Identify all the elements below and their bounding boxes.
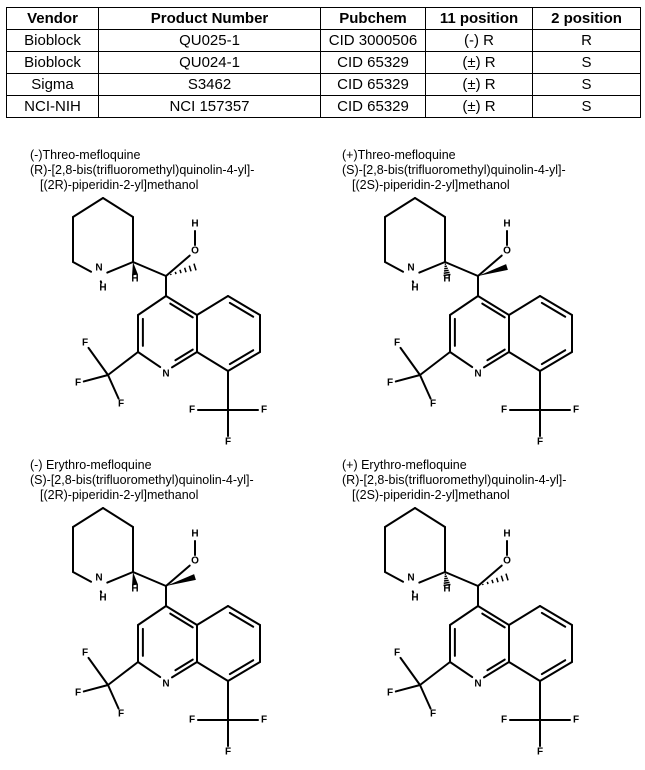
atom-label-n: N [407,572,415,584]
header-11-position: 11 position [426,8,533,30]
atom-label-f: F [393,647,401,659]
bond [197,662,228,681]
bond [138,662,160,677]
hash-bond [444,578,447,579]
atom-label-f: F [188,404,196,416]
hash-bond [444,270,449,271]
atom-label-n: N [162,368,170,380]
atom-label-o: O [503,555,511,567]
atom-label-f: F [500,404,508,416]
c-o-bond [166,256,190,276]
bond [197,606,228,625]
structure-erythro-plus [312,310,642,770]
atom-label-f: F [572,714,580,726]
bond [385,572,403,582]
c-f-bond [401,658,420,685]
atom-label-f: F [81,337,89,349]
cell-vendor: Bioblock [7,52,99,74]
atom-label-n: N [407,262,415,274]
wedge-bond [478,264,508,276]
atom-label-h: H [443,273,451,285]
hash-bond [497,578,498,582]
atom-label-h: H [503,528,511,540]
atom-label-f: F [386,377,394,389]
bond [415,508,445,527]
hash-bond [175,272,176,274]
bond [419,262,445,273]
cell-pubchem: CID 3000506 [321,30,426,52]
header-pubchem: Pubchem [321,8,426,30]
atom-label-o: O [191,245,199,257]
cell-product-number: QU025-1 [99,30,321,52]
atom-label-f: F [224,746,232,758]
atom-label-h: H [411,282,419,294]
iupac-line: (R)-[2,8-bis(trifluoromethyl)quinolin-4-yl]- [342,473,567,487]
double-bond [175,660,192,671]
hash-bond [506,574,508,581]
bond [419,572,445,583]
c-f-bond [108,685,119,709]
iupac-line: [(2S)-piperidin-2-yl]methanol [352,488,510,502]
molecule-name: (-) Erythro-mefloquine [30,458,152,472]
atom-label-n: N [474,678,482,690]
cell-11-position: (±) R [426,74,533,96]
cell-vendor: Bioblock [7,30,99,52]
bond [103,198,133,217]
iupac-line: [(2R)-piperidin-2-yl]methanol [40,178,199,192]
c-f-bond [84,685,108,691]
iupac-line: (R)-[2,8-bis(trifluoromethyl)quinolin-4-yl]- [30,163,255,177]
structure-erythro-minus [0,310,330,770]
atom-label-n: N [474,368,482,380]
cell-2-position: S [533,52,641,74]
iupac-line: (S)-[2,8-bis(trifluoromethyl)quinolin-4-yl]- [30,473,254,487]
atom-label-f: F [224,436,232,448]
header-2-position: 2 position [533,8,641,30]
bond [107,572,133,583]
hash-bond [444,580,449,581]
molecule-name: (+)Threo-mefloquine [342,148,456,162]
iupac-line: [(2S)-piperidin-2-yl]methanol [352,178,510,192]
bond [385,198,415,217]
cell-pubchem: CID 65329 [321,74,426,96]
atom-label-f: F [386,687,394,699]
atom-label-f: F [429,708,437,720]
atom-label-f: F [572,404,580,416]
atom-label-f: F [81,647,89,659]
bond [450,662,472,677]
c-o-bond [478,566,502,586]
atom-label-f: F [260,714,268,726]
bond [509,662,540,681]
c-f-bond [89,658,108,685]
hash-bond [194,264,196,271]
atom-label-o: O [503,245,511,257]
atom-label-f: F [188,714,196,726]
cell-pubchem: CID 65329 [321,52,426,74]
atom-label-f: F [536,436,544,448]
atom-label-f: F [74,377,82,389]
header-vendor: Vendor [7,8,99,30]
hash-bond [185,268,186,272]
hash-bond [444,268,447,269]
cell-vendor: Sigma [7,74,99,96]
cf3-bond [108,662,138,685]
atom-label-f: F [260,404,268,416]
atom-label-n: N [162,678,170,690]
cell-product-number: S3462 [99,74,321,96]
cell-2-position: R [533,30,641,52]
atom-label-h: H [131,273,139,285]
header-product-number: Product Number [99,8,321,30]
atom-label-h: H [99,282,107,294]
atom-label-h: H [191,218,199,230]
bond [478,606,509,625]
hash-bond [492,580,493,583]
cell-product-number: NCI 157357 [99,96,321,118]
molecule-name: (+) Erythro-mefloquine [342,458,467,472]
cell-2-position: S [533,74,641,96]
atom-label-n: N [95,262,103,274]
c-f-bond [420,685,431,709]
bond [385,508,415,527]
atom-label-h: H [443,583,451,595]
atom-label-n: N [95,572,103,584]
bond [73,262,91,272]
cell-vendor: NCI-NIH [7,96,99,118]
hash-bond [501,576,503,582]
bond [73,198,103,217]
bond [73,572,91,582]
atom-label-f: F [117,708,125,720]
bond [509,606,540,625]
bond [415,198,445,217]
atom-label-f: F [74,687,82,699]
bond [103,508,133,527]
iupac-line: (S)-[2,8-bis(trifluoromethyl)quinolin-4-yl]- [342,163,566,177]
cell-11-position: (±) R [426,96,533,118]
bond [450,606,478,625]
atom-label-h: H [131,583,139,595]
cell-11-position: (±) R [426,52,533,74]
molecule-name: (-)Threo-mefloquine [30,148,141,162]
cell-product-number: QU024-1 [99,52,321,74]
hash-bond [487,582,488,584]
atom-label-f: F [500,714,508,726]
atom-label-h: H [503,218,511,230]
atom-label-h: H [99,592,107,604]
bond [138,606,166,625]
cell-pubchem: CID 65329 [321,96,426,118]
atom-label-h: H [411,592,419,604]
atom-label-f: F [429,398,437,410]
bond [385,262,403,272]
hash-bond [180,270,181,273]
atom-label-f: F [536,746,544,758]
atom-label-f: F [393,337,401,349]
c-f-bond [396,685,420,691]
double-bond [487,660,504,671]
hash-bond [189,266,191,272]
atom-label-o: O [191,555,199,567]
atom-label-f: F [117,398,125,410]
bond [107,262,133,273]
wedge-bond [166,574,196,586]
iupac-line: [(2R)-piperidin-2-yl]methanol [40,488,199,502]
cf3-bond [420,662,450,685]
bond [166,606,197,625]
cell-11-position: (-) R [426,30,533,52]
cell-2-position: S [533,96,641,118]
bond [73,508,103,527]
atom-label-h: H [191,528,199,540]
